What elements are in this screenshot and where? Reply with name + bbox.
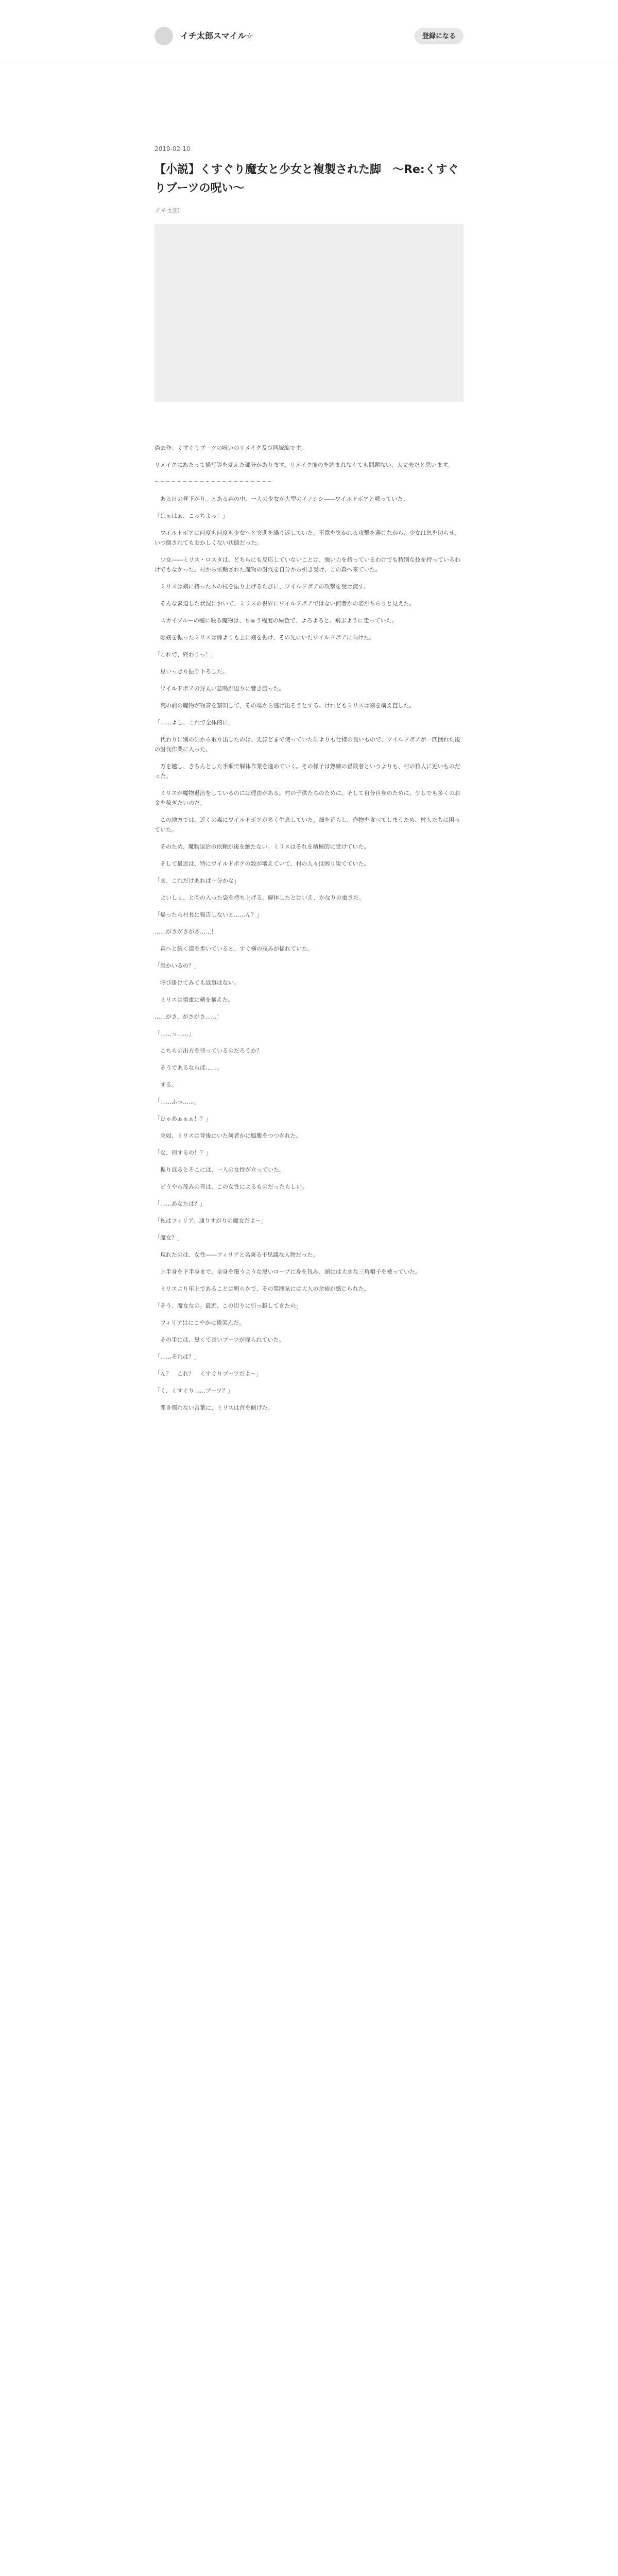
article-paragraph: 突如、ミリスは背後にいた何者かに脇腹をつつかれた。 [154, 1132, 302, 1139]
article-paragraph: 「……っ……」 [154, 1030, 194, 1037]
article-paragraph: こちらの出方を待っているのだろうか？ [154, 1047, 262, 1054]
article-paragraph: よいしょ、と肉の入った袋を持ち上げる。解体したとはいえ、かなりの重さだ。 [154, 894, 365, 901]
article-paragraph: 荒の前の魔物が物音を察知して、その場から逃げ出そうとする。けれどもミリスは剣を構え直した。 [154, 702, 415, 709]
article-paragraph: 上半身を下半身まで、全身を覆うような黒いローブに身を包み、頭には大きな三角帽子を被っていた。 [154, 1268, 421, 1275]
article-paragraph: ミリスは剣に持った木の枝を振り上げるたびに、ワイルドボアの攻撃を受け流す。 [154, 583, 369, 590]
article-paragraph: ……がさ、がさがさ……！ [154, 1013, 222, 1020]
article-paragraph: 少女――ミリス・ロスタは、どちらにも反応していないことは、強い力を持っているわけでも特別な技を持っているわけでもなかった。村から依頼された魔物の討伐を自分から引き受け、この森へ来ていた。 [154, 556, 460, 573]
author-name[interactable]: イチ太郎 [154, 207, 180, 214]
article-paragraph: ミリスが魔物退治をしているのには理由がある。村の子供たちのために、そして自分自身のために、少しでも多くのお金を稼ぎたいのだ。 [154, 790, 460, 806]
site-header [0, 0, 618, 62]
article-paragraph: 「誰かいるの？」 [154, 962, 200, 969]
article-paragraph: 「な、何するの！？」 [154, 1149, 211, 1156]
article-paragraph: 「ん？ これ？ くすぐりブーツだよ〜」 [154, 1370, 262, 1377]
article-paragraph: 森へと続く道を歩いていると、すぐ横の茂みが揺れていた。 [154, 945, 313, 952]
article-paragraph: する。 [154, 1081, 177, 1088]
article-paragraph: 隙剣を振ったミリスは脚よりも上に剣を振け、その先にいたワイルドボアに向けた。 [154, 634, 375, 641]
article-paragraph: 〜〜〜〜〜〜〜〜〜〜〜〜〜〜〜〜〜〜〜〜〜 [154, 479, 273, 485]
article-paragraph: ワイルドボアの野太い悲鳴が辺りに響き渡った。 [154, 685, 285, 692]
article-paragraph: リメイクにあたって描写等を変えた部分があります。リメイク前のを読まれなくても問題ない、大丈夫だと思います。 [154, 462, 453, 468]
article-paragraph: 万を越し、きちんとした手順で解体作業を進めていく。その様子は熟練の冒険者というよりも、村の狩人に近いものだった。 [154, 763, 460, 779]
article-paragraph: 「魔女？」 [154, 1234, 183, 1241]
article-paragraph: 「……ふっ……」 [154, 1098, 200, 1105]
article-paragraph: 現れたのは、女性――フィリアと名乗る不思議な人物だった。 [154, 1251, 319, 1258]
article-paragraph: 振り返るとそこには、一人の女性が立っていた。 [154, 1166, 285, 1173]
article-paragraph: ミリスより年上であることは明らかで、その雰囲気には大人の余裕が感じられた。 [154, 1285, 370, 1292]
cover-image [154, 224, 464, 402]
article-paragraph: 呼び掛けてみても返事はない。 [154, 979, 239, 986]
article-paragraph: 「ま、これだけあれば十分かな」 [154, 877, 239, 884]
article-paragraph: ワイルドボアは何度も何度も少女へと突進を繰り返していた。不意を突かれる攻撃を避けながら、少女は息を切らせ、いつ倒されてもおかしくない状態だった。 [154, 530, 460, 546]
article-paragraph: ある日の昼下がり。とある森の中、一人の少女が大型のイノシシ――ワイルドボアと戦っていた。 [154, 496, 409, 502]
article-paragraph: ……がさがさがさ……！ [154, 928, 217, 935]
site-title[interactable]: イチ太郎スマイル☆ [180, 31, 253, 41]
article-paragraph: そして最近は、特にワイルドボアの数が増えていて、村の人々は困り果てていた。 [154, 860, 370, 867]
article-paragraph: この地方では、近くの森にワイルドボアが多く生息していた。畑を荒らし、作物を食べてしまうため、村人たちは困っていた。 [154, 817, 460, 833]
article-paragraph: 「ひゃあぁぁぁ！？」 [154, 1115, 211, 1122]
article-paragraph: 「これで、終わりっ！」 [154, 651, 217, 658]
article-paragraph: そんな緊迫した状況において、ミリスの視界にワイルドボアではない何者かの姿がちらりと見えた。 [154, 600, 415, 607]
signup-button[interactable]: 登録になる [415, 28, 464, 44]
article-title: 【小説】くすぐり魔女と少女と複製された脚 〜Re:くすぐりブーツの呪い〜 [154, 163, 459, 195]
article-paragraph: そのため、魔物退治の依頼が後を絶たない。ミリスはそれを積極的に受けていた。 [154, 843, 370, 850]
article-body [154, 443, 464, 2576]
article-paragraph: 思いっきり振り下ろした。 [154, 668, 228, 675]
article-paragraph: 「……それは？」 [154, 1353, 200, 1360]
article-paragraph: 「はぁはぁ、こっちよっ！」 [154, 513, 228, 519]
article-paragraph: ミリスは慎重に剣を構えた。 [154, 996, 234, 1003]
article-paragraph: 「私はフィリア。通りすがりの魔女だよ〜」 [154, 1217, 267, 1224]
article-paragraph: 「帰ったら村長に報告しないと……ん？」 [154, 911, 262, 918]
article-paragraph: どうやら茂みの音は、この女性によるものだったらしい。 [154, 1183, 307, 1190]
article-paragraph: 過去作：くすぐりブーツの呪いのリメイク及び同続編です。 [154, 445, 306, 451]
article-paragraph: 「……あなたは？」 [154, 1200, 205, 1207]
article-date: 2019-02-10 [154, 145, 191, 152]
article-paragraph: そうであるならば……。 [154, 1064, 222, 1071]
site-logo-icon[interactable] [154, 27, 173, 45]
article-paragraph: 「そう、魔女なの。最近、この辺りに引っ越してきたの」 [154, 1302, 302, 1309]
article-paragraph: スカイブルーの瞳に映る魔物は、ちゅう程度の緑色で、よろよろと、飛ぶように走っていた。 [154, 617, 398, 624]
article-paragraph: 「く、くすぐり……ブーツ？」 [154, 1387, 234, 1394]
article-paragraph: フィリアはにこやかに微笑んだ。 [154, 1319, 245, 1326]
article-paragraph: 代わりに別の剣から取り出したのは、先ほどまで使っていた剣よりも仕様の良いもので、ワイルドボアが一匹倒れた後の討伐作業に入った。 [154, 736, 460, 753]
article-paragraph: 「……よし、これで全体的に」 [154, 719, 234, 726]
article-paragraph: その手には、黒くて長いブーツが握られていた。 [154, 1336, 285, 1343]
article-paragraph: 聞き慣れない言葉に、ミリスは首を傾げた。 [154, 1404, 273, 1411]
